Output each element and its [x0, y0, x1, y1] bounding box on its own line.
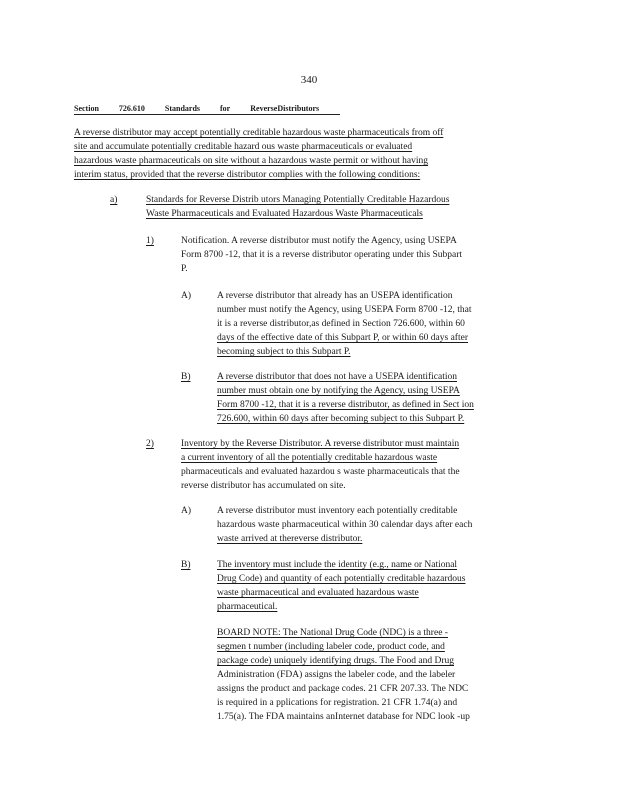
subsection-marker: 1) [146, 236, 154, 246]
text-line: waste pharmaceutical and evaluated hazardous waste [217, 588, 419, 598]
text-line: it is a reverse distributor,as defined in Section 726.600, within 60 [217, 319, 465, 329]
page-number: 340 [300, 74, 318, 86]
text-line: A reverse distributor must inventory each potentially creditable [217, 506, 458, 516]
section-heading [74, 104, 340, 115]
subsection-marker: A) [181, 506, 192, 516]
subsection-marker: A) [181, 291, 192, 301]
text-line: a current inventory of all the potentially creditable hazardous waste [181, 453, 438, 463]
text-line: Waste Pharmaceuticals and Evaluated Hazardous Waste Pharmaceuticals [146, 209, 423, 219]
text-line: is required in a pplications for registration. 21 CFR 1.74(a) and [217, 698, 458, 708]
text-line: waste arrived at thereverse distributor. [217, 534, 363, 544]
subsection-marker: 2) [146, 439, 154, 449]
text-line: site and accumulate potentially creditable hazard ous waste pharmaceuticals or evaluated [74, 142, 413, 152]
text-line: Administration (FDA) assigns the labeler code, and the labeler [217, 670, 456, 680]
board-note [217, 626, 539, 724]
text-line: Inventory by the Reverse Distributor. A reverse distributor must maintain [181, 439, 460, 449]
text-line: hazardous waste pharmaceutical within 30 calendar days after each [217, 520, 473, 530]
text-line: hazardous waste pharmaceuticals on site without a hazardous waste permit or without having [74, 156, 429, 166]
subsection-heading [146, 193, 531, 221]
text-line: Form 8700 -12, that it is a reverse distributor operating under this Subpart [181, 250, 462, 260]
paragraph-a1B [217, 370, 539, 426]
paragraph-a2A [217, 504, 539, 546]
text-line: pharmaceutical. [217, 602, 278, 612]
text-line: Notification. A reverse distributor must notify the Agency, using USEPA [181, 236, 457, 246]
text-line: Form 8700 -12, that it is a reverse distributor, as defined in Sect ion [217, 400, 474, 410]
text-line: Standards for Reverse Distrib utors Managing Potentially Creditable Hazardous [146, 195, 450, 205]
paragraph-notification [181, 234, 536, 276]
text-line: reverse distributor has accumulated on site. [181, 481, 346, 491]
text-line: 726.600, within 60 days after becoming subject to this Subpart P. [217, 414, 465, 424]
paragraph-a1A [217, 289, 539, 359]
intro-paragraph [74, 126, 544, 182]
text-line: number must obtain one by notifying the Agency, using USEPA [217, 386, 460, 396]
text-line: A reverse distributor that does not have a USEPA identification [217, 372, 458, 382]
text-line: package code) uniquely identifying drugs. The Food and Drug [217, 656, 455, 666]
text-line: interim status, provided that the reverse distributor complies with the following conditions: [74, 170, 421, 180]
text-line: A reverse distributor that already has an USEPA identification [217, 291, 453, 301]
text-line: segmen t number (including labeler code, product code, and [217, 642, 445, 652]
subsection-marker: B) [181, 560, 191, 570]
text-line: assigns the product and package codes. 21 CFR 207.33. The NDC [217, 684, 469, 694]
text-line: BOARD NOTE: The National Drug Code (NDC) is a three - [217, 628, 448, 638]
section-number: 726.610 [118, 104, 145, 113]
text-line: Drug Code) and quantity of each potentially creditable hazardous [217, 574, 466, 584]
section-title-word: for [220, 104, 231, 113]
subsection-marker: a) [110, 195, 118, 205]
text-line: A reverse distributor may accept potentially creditable hazardous waste pharmaceuticals from off [74, 128, 444, 138]
text-line: The inventory must include the identity (e.g., name or National [217, 560, 458, 570]
paragraph-a2B [217, 558, 539, 614]
section-label: Section [74, 104, 99, 113]
text-line: becoming subject to this Subpart P. [217, 347, 351, 357]
text-line: pharmaceuticals and evaluated hazardou s waste pharmaceuticals that the [181, 467, 460, 477]
text-line: number must notify the Agency, using USEPA Form 8700 -12, that [217, 305, 472, 315]
text-line: days of the effective date of this Subpart P, or within 60 days after [217, 333, 468, 343]
paragraph-inventory [181, 437, 536, 493]
section-title-word: Standards [164, 104, 201, 113]
section-title-word: ReverseDistributors [250, 104, 320, 113]
subsection-marker: B) [181, 372, 191, 382]
text-line: P. [181, 264, 188, 274]
text-line: 1.75(a). The FDA maintains anInternet database for NDC look -up [217, 712, 470, 722]
